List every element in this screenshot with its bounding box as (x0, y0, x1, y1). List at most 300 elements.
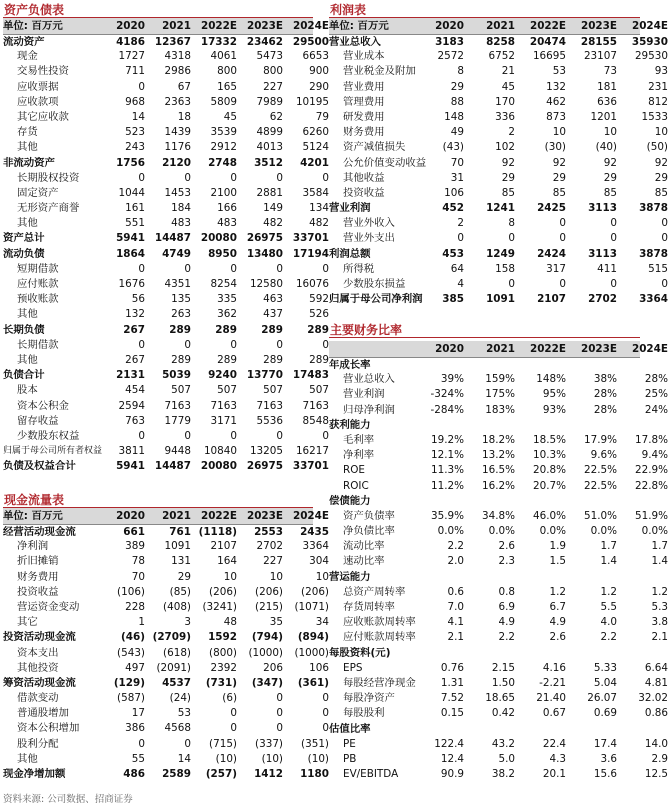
row-label: 其它 (17, 616, 38, 629)
row-value: 1201 (590, 110, 617, 123)
table-row (3, 110, 329, 125)
income-statement-title: 利润表 (329, 2, 640, 18)
row-value: 85 (501, 186, 515, 199)
row-value: 289 (215, 323, 237, 336)
row-value: 1180 (300, 768, 329, 780)
row-value: 411 (597, 262, 617, 275)
row-value: 1756 (116, 156, 145, 169)
table-row (329, 110, 668, 125)
table-row (329, 49, 668, 64)
row-value: 8548 (302, 414, 329, 427)
table-row (3, 459, 329, 474)
income-statement-panel (329, 2, 668, 307)
row-label: 应付账款周转率 (343, 631, 416, 644)
row-value: 2120 (162, 156, 191, 169)
row-value: 92 (654, 156, 668, 169)
row-value (515, 418, 566, 433)
row-label: 偿债能力 (329, 494, 371, 507)
row-value (515, 722, 566, 737)
row-label: 每股净资产 (343, 692, 395, 705)
row-label: 财务费用 (343, 126, 385, 139)
row-value: 14487 (154, 232, 191, 245)
row-value: 523 (125, 126, 145, 139)
row-value: 28% (644, 373, 668, 386)
row-value: 497 (125, 661, 145, 674)
row-value: 0 (322, 429, 329, 442)
row-value: 158 (495, 262, 515, 275)
row-value: 267 (123, 323, 145, 336)
table-row (329, 463, 668, 478)
row-value: 20080 (200, 460, 237, 473)
row-value (566, 418, 617, 433)
row-value: 16.2% (481, 479, 515, 492)
row-value: 28% (593, 403, 617, 416)
row-value: 16695 (532, 50, 566, 63)
row-label: 营业税金及附加 (343, 65, 416, 78)
row-value: 159% (485, 373, 515, 386)
row-value: 267 (125, 353, 145, 366)
table-row (3, 630, 329, 645)
row-value: 2107 (537, 293, 566, 306)
row-value: 13.2% (481, 449, 515, 462)
row-value: 13770 (246, 369, 283, 382)
row-value: 2.0 (447, 555, 464, 568)
row-value: 7.0 (447, 601, 464, 613)
row-value: 2912 (210, 141, 237, 154)
header-unit: 单位: 百万元 (3, 20, 63, 32)
row-value: 35 (269, 616, 283, 629)
row-value: 761 (169, 526, 191, 538)
row-value: (2091) (156, 661, 191, 674)
row-label: 折旧摊销 (17, 555, 59, 568)
row-value: 0 (610, 232, 617, 245)
row-label: 资本支出 (17, 646, 59, 659)
row-label: 流动资产 (3, 36, 45, 48)
row-value: 2.2 (498, 631, 515, 644)
table-row (329, 494, 640, 509)
row-value: 9240 (208, 369, 237, 382)
row-value: 0 (276, 171, 283, 184)
row-value: 20.8% (532, 464, 566, 477)
row-value (421, 418, 464, 433)
row-label: 营业利润 (329, 202, 371, 215)
row-value: 4 (457, 278, 464, 290)
row-value: 2425 (537, 202, 566, 215)
row-value: 289 (217, 353, 237, 366)
row-value: 463 (263, 293, 283, 306)
row-value: 92 (603, 156, 617, 169)
row-value: 2702 (588, 293, 617, 306)
row-value: 4.3 (549, 752, 566, 765)
header-year: 2023E (580, 343, 617, 355)
row-value: 2986 (164, 65, 191, 78)
header-year: 2024E (631, 20, 668, 32)
row-value (617, 570, 668, 585)
row-value: 49 (450, 126, 464, 139)
row-value: (46) (121, 631, 145, 644)
row-value: 0.6 (447, 585, 464, 598)
row-value: 0 (276, 429, 283, 442)
row-value: 0.0% (590, 525, 617, 538)
row-value: 78 (131, 555, 145, 568)
row-value: 1453 (164, 186, 191, 199)
row-value: 67 (177, 80, 191, 93)
row-label: 每股股利 (343, 707, 385, 720)
row-value: 1.2 (600, 585, 617, 598)
row-value: 14 (177, 752, 191, 765)
row-value: 22.5% (583, 464, 617, 477)
row-label: 净利润 (17, 540, 49, 553)
row-value: 102 (495, 141, 515, 154)
row-value (566, 570, 617, 585)
row-value: 3.8 (651, 616, 668, 629)
row-value: 483 (217, 217, 237, 230)
row-value: 5941 (116, 460, 145, 473)
header-year: 2022E (529, 343, 566, 355)
row-value: 14 (131, 110, 145, 123)
row-value: 33701 (292, 460, 329, 473)
cash-flow-header (3, 508, 329, 524)
income-statement-body (329, 34, 668, 307)
row-value: 29 (177, 570, 191, 583)
table-row (3, 34, 329, 49)
row-value: 17.9% (583, 433, 617, 446)
balance-sheet-title: 资产负债表 (3, 2, 313, 18)
row-value: 170 (495, 95, 515, 108)
row-label: ROIC (343, 479, 369, 492)
header-year: 2022E (200, 510, 237, 522)
row-value (515, 570, 566, 585)
row-label: 每股经营净现金 (343, 676, 416, 689)
row-value: 12.4 (440, 752, 464, 765)
row-value: 4537 (162, 676, 191, 689)
row-value: 389 (125, 540, 145, 553)
row-value: 3584 (302, 186, 329, 199)
header-year: 2024E (292, 20, 329, 32)
row-label: 其他 (17, 353, 38, 366)
source-footer: 资料来源: 公司数据、招商证券 (3, 794, 133, 805)
row-value: 51.0% (583, 509, 617, 522)
row-value: 800 (263, 65, 283, 78)
row-label: 其他投资 (17, 661, 59, 674)
row-value: 5.5 (600, 601, 617, 613)
row-label: 营运能力 (329, 570, 371, 583)
row-value: 7163 (302, 399, 329, 412)
row-value: 12367 (154, 36, 191, 48)
row-value: 10.3% (532, 449, 566, 462)
row-value: 3811 (118, 445, 145, 458)
row-label: PB (343, 752, 357, 765)
table-row (329, 357, 640, 372)
row-value: (618) (163, 646, 191, 659)
table-row (3, 186, 329, 201)
row-value: 711 (125, 65, 145, 78)
table-row (3, 383, 329, 398)
table-row (3, 95, 329, 110)
row-value: 39% (440, 373, 464, 386)
row-value: 20.1 (542, 768, 566, 781)
row-value: 0 (661, 278, 668, 290)
row-value: 486 (123, 768, 145, 780)
row-value: 28155 (580, 36, 617, 48)
row-value: 0 (661, 232, 668, 245)
row-value: (257) (205, 768, 237, 780)
row-value: 4061 (210, 50, 237, 63)
row-value: 6752 (488, 50, 515, 63)
row-label: 获利能力 (329, 418, 371, 431)
row-value: 1044 (118, 186, 145, 199)
table-row (329, 767, 668, 782)
row-value: 8950 (208, 247, 237, 260)
row-value: 3512 (254, 156, 283, 169)
row-value: 0.0% (539, 525, 566, 538)
table-row (329, 125, 668, 140)
row-value: 1676 (118, 278, 145, 290)
row-value: 45 (501, 80, 515, 93)
row-value: 183% (485, 403, 515, 416)
row-label: 管理费用 (343, 95, 385, 108)
table-row (329, 387, 668, 402)
row-label: 交易性投资 (17, 65, 69, 78)
row-value: (43) (442, 141, 464, 154)
table-row (329, 247, 668, 262)
row-value: 2435 (300, 526, 329, 538)
row-value: 3364 (639, 293, 668, 306)
row-label: 筹资活动现金流 (3, 676, 76, 689)
row-value: 0 (230, 707, 237, 720)
row-label: 营业总收入 (343, 373, 395, 386)
row-value: 0 (508, 278, 515, 290)
row-value (464, 358, 515, 372)
table-row (3, 737, 329, 752)
row-value: 23462 (246, 36, 283, 48)
header-year: 2021 (162, 20, 191, 32)
row-value: (894) (297, 631, 329, 644)
table-row (3, 156, 329, 171)
row-value: 4.9 (498, 616, 515, 629)
table-row (3, 706, 329, 721)
row-value: 1864 (116, 247, 145, 260)
header-unit (329, 341, 421, 357)
row-label: 应收款项 (17, 95, 59, 108)
row-value: 23107 (583, 50, 617, 63)
header-year: 2022E (200, 20, 237, 32)
row-value: 90.9 (440, 768, 464, 781)
header-year: 2020 (435, 20, 464, 32)
row-value: 11.3% (430, 464, 464, 477)
row-value: 0 (230, 338, 237, 351)
table-row (3, 752, 329, 767)
table-row (329, 372, 668, 387)
table-row (329, 34, 668, 49)
row-label: 负债合计 (3, 369, 45, 382)
row-value: 10 (654, 126, 668, 139)
row-value: 88 (450, 95, 464, 108)
row-value: 15.6 (593, 768, 617, 781)
header-year: 2023E (580, 20, 617, 32)
row-value: 873 (546, 110, 566, 123)
row-label: 其他 (17, 752, 38, 765)
row-value: 1091 (486, 293, 515, 306)
row-value: 13205 (249, 445, 283, 458)
row-value (566, 722, 617, 737)
row-value: 2553 (254, 526, 283, 538)
row-value: 5941 (116, 232, 145, 245)
row-value: 18.5% (532, 433, 566, 446)
row-value: 0.0% (641, 525, 668, 538)
row-value: 3878 (639, 202, 668, 215)
row-value: 228 (125, 600, 145, 613)
row-value: 3878 (639, 247, 668, 260)
row-label: EPS (343, 661, 363, 674)
row-value: 22.8% (634, 479, 668, 492)
row-value: 14487 (154, 460, 191, 473)
table-row (329, 706, 668, 721)
row-value: 18.2% (481, 433, 515, 446)
ratios-panel (329, 322, 668, 782)
row-value: 64 (450, 262, 464, 275)
table-row (329, 661, 668, 676)
table-row (3, 691, 329, 706)
row-value: 134 (309, 202, 329, 215)
row-value: 9.4% (641, 449, 668, 462)
row-label: 资本公积增加 (17, 722, 80, 735)
table-row (329, 231, 668, 246)
row-label: 现金 (17, 50, 38, 63)
table-row (329, 585, 668, 600)
table-row (3, 646, 329, 661)
row-label: 股本 (17, 384, 38, 397)
table-row (329, 646, 640, 661)
row-value: (129) (113, 676, 145, 689)
table-row (329, 216, 668, 231)
row-value: 13480 (246, 247, 283, 260)
row-value: 3.6 (600, 752, 617, 765)
row-value: 0 (230, 429, 237, 442)
row-value: 2.6 (549, 631, 566, 644)
cash-flow-title: 现金流量表 (3, 492, 313, 508)
row-value: 4568 (164, 722, 191, 735)
row-value: 164 (217, 555, 237, 568)
row-value: 507 (171, 384, 191, 397)
row-value: 515 (648, 262, 668, 275)
row-value: 0 (276, 262, 283, 275)
row-value: (10) (215, 752, 237, 765)
row-value: 7163 (256, 399, 283, 412)
row-value: 2572 (437, 50, 464, 63)
row-value: 9448 (164, 445, 191, 458)
row-value: 0.0% (437, 525, 464, 538)
row-value: 6260 (302, 126, 329, 139)
row-value: 437 (263, 308, 283, 321)
table-row (329, 156, 668, 171)
row-label: PE (343, 737, 356, 750)
row-value: 184 (171, 202, 191, 215)
row-value: 8258 (486, 36, 515, 48)
row-value: 2.1 (651, 631, 668, 644)
row-value: 18.65 (485, 692, 515, 705)
row-value: 0 (276, 707, 283, 720)
row-value: 24% (644, 403, 668, 416)
row-value: 4749 (162, 247, 191, 260)
row-label: 毛利率 (343, 433, 375, 446)
row-value: (715) (209, 737, 237, 750)
row-value: (206) (209, 585, 237, 598)
row-value: 43.2 (491, 737, 515, 750)
row-value: 0.69 (593, 707, 617, 720)
row-label: 存货 (17, 126, 38, 139)
row-value: 551 (125, 217, 145, 230)
row-value: 2.2 (600, 631, 617, 644)
table-row (3, 292, 329, 307)
row-value: 17 (131, 707, 145, 720)
row-value: 3113 (588, 202, 617, 215)
row-value: (408) (163, 600, 191, 613)
row-value: 20474 (529, 36, 566, 48)
table-row (329, 722, 640, 737)
row-label: 少数股东损益 (343, 278, 406, 290)
row-label: 流动负债 (3, 247, 45, 260)
table-row (3, 399, 329, 414)
row-value: (800) (209, 646, 237, 659)
row-value: 85 (552, 186, 566, 199)
row-value: 8 (457, 65, 464, 78)
row-value: 3183 (435, 36, 464, 48)
table-row (329, 277, 668, 292)
table-row (3, 585, 329, 600)
row-value: 290 (309, 80, 329, 93)
row-value: 92 (501, 156, 515, 169)
table-row (3, 307, 329, 322)
table-row (3, 80, 329, 95)
row-value: 0 (138, 338, 145, 351)
row-label: 存货周转率 (343, 601, 395, 613)
row-value: 55 (131, 752, 145, 765)
row-value: 4013 (256, 141, 283, 154)
row-value (421, 722, 464, 737)
row-value: 12580 (249, 278, 283, 290)
row-label: 其它应收款 (17, 110, 69, 123)
row-value: 4.0 (600, 616, 617, 629)
row-value: 1.9 (549, 540, 566, 553)
row-value: 0 (276, 722, 283, 735)
row-value: 85 (603, 186, 617, 199)
row-value: 0.67 (542, 707, 566, 720)
row-label: 所得税 (343, 262, 375, 275)
row-value: 3539 (210, 126, 237, 139)
table-row (329, 171, 668, 186)
row-value: 38% (593, 373, 617, 386)
table-row (3, 444, 329, 459)
row-value: 3113 (588, 247, 617, 260)
row-value: (3241) (202, 600, 237, 613)
table-row (329, 403, 668, 418)
row-value: 46.0% (532, 509, 566, 522)
row-value: (206) (255, 585, 283, 598)
row-value: 26975 (246, 232, 283, 245)
cash-flow-body (3, 524, 329, 782)
table-row (3, 554, 329, 569)
row-value: 2 (457, 217, 464, 230)
header-year: 2021 (486, 343, 515, 355)
table-row (329, 630, 668, 645)
table-row (329, 95, 668, 110)
row-value: 0 (457, 232, 464, 245)
row-value: 11.2% (430, 479, 464, 492)
row-label: 其他 (17, 308, 38, 321)
row-value: 106 (444, 186, 464, 199)
row-value: 304 (309, 555, 329, 568)
